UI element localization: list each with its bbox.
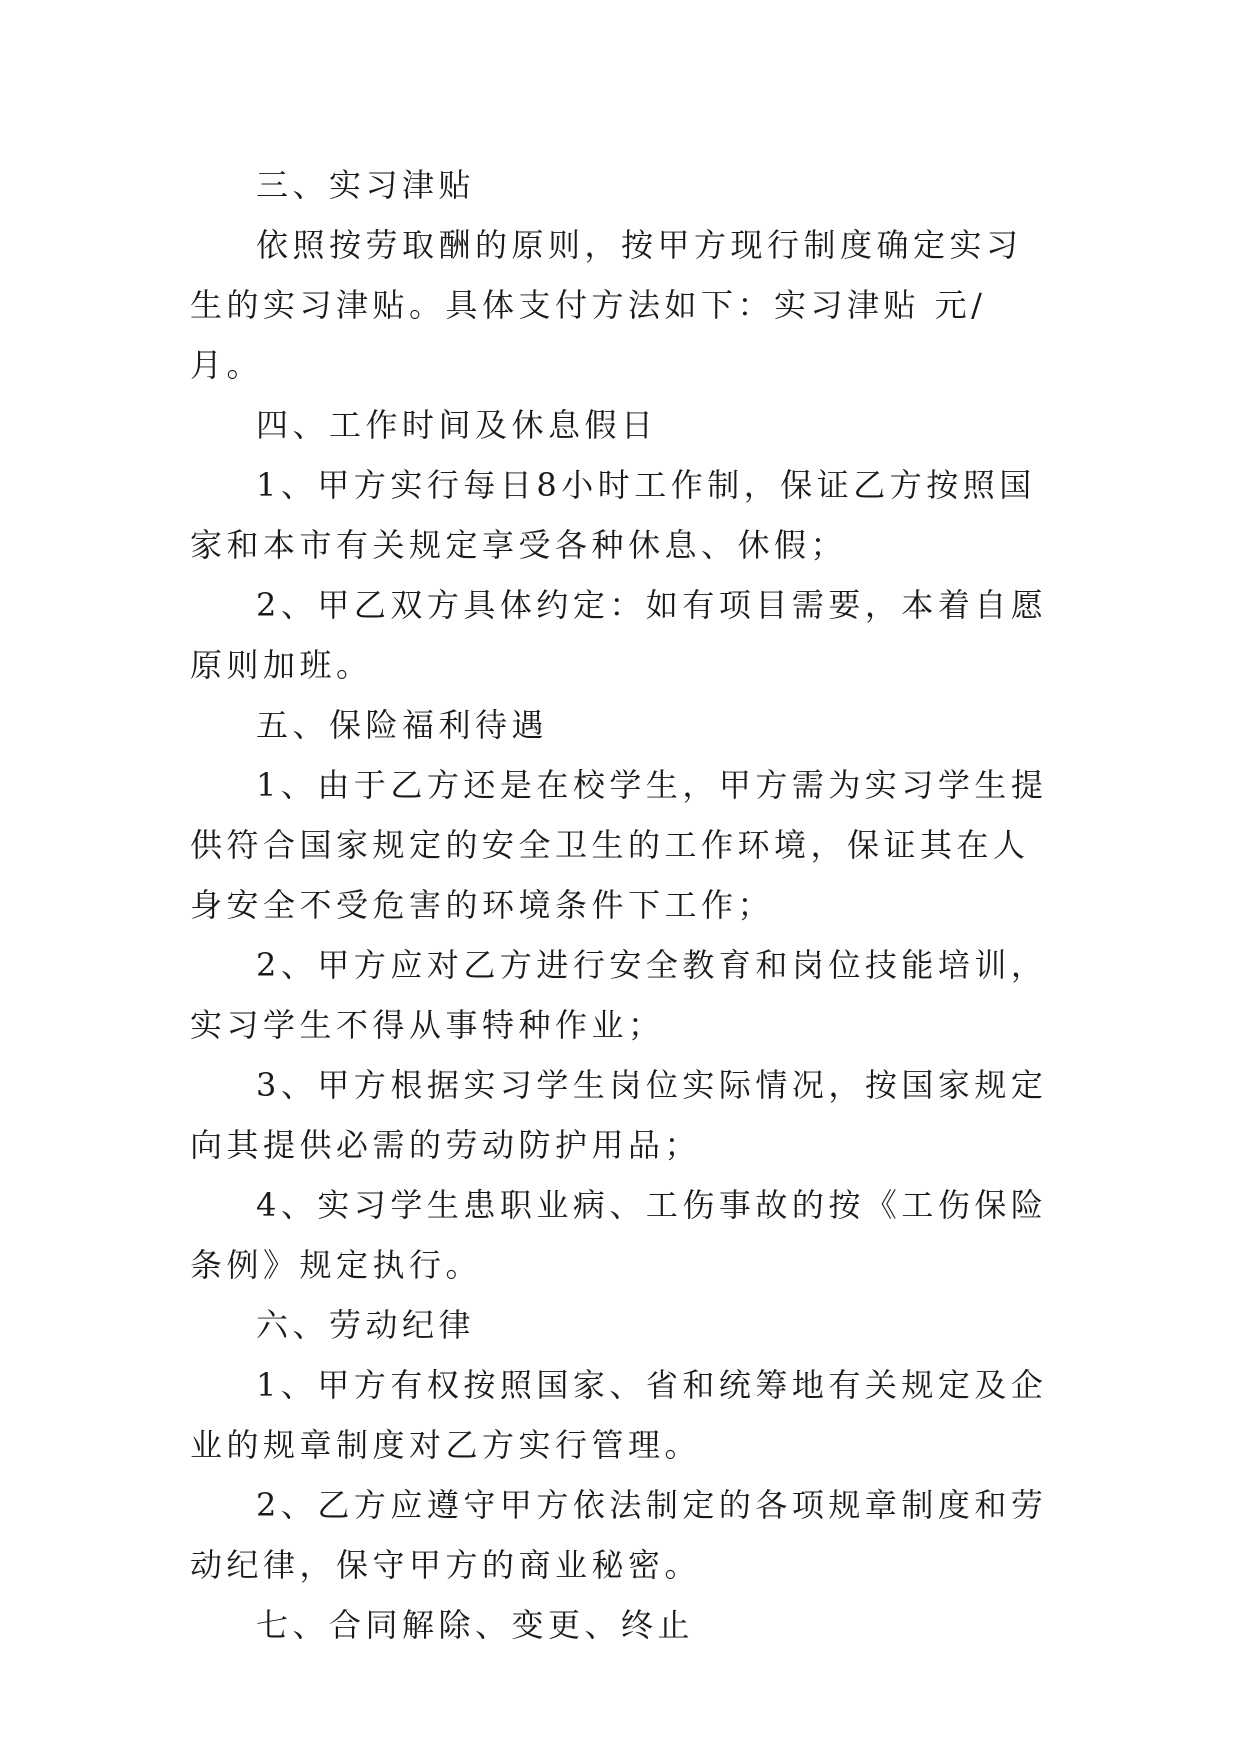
paragraph-discipline-1: 1、甲方有权按照国家、省和统筹地有关规定及企业的规章制度对乙方实行管理。 xyxy=(190,1366,1048,1464)
document-body xyxy=(190,155,1050,1655)
paragraph-allowance: 依照按劳取酬的原则，按甲方现行制度确定实习生的实习津贴。具体支付方法如下：实习津贴 元/月。 xyxy=(190,226,1023,384)
paragraph-insurance-1: 1、由于乙方还是在校学生，甲方需为实习学生提供符合国家规定的安全卫生的工作环境，保证其在人身安全不受危害的环境条件下工作； xyxy=(190,766,1048,924)
section-heading-discipline: 六、劳动纪律 xyxy=(256,1306,476,1344)
paragraph-insurance-2: 2、甲方应对乙方进行安全教育和岗位技能培训，实习学生不得从事特种作业； xyxy=(190,946,1048,1044)
paragraph-insurance-4: 4、实习学生患职业病、工伤事故的按《工伤保险条例》规定执行。 xyxy=(190,1186,1048,1284)
section-heading-allowance: 三、实习津贴 xyxy=(256,166,476,204)
paragraph-insurance-3: 3、甲方根据实习学生岗位实际情况，按国家规定向其提供必需的劳动防护用品； xyxy=(190,1066,1048,1164)
section-heading-termination: 七、合同解除、变更、终止 xyxy=(256,1606,695,1644)
paragraph-work-hours-2: 2、甲乙双方具体约定：如有项目需要，本着自愿原则加班。 xyxy=(190,586,1048,684)
paragraph-discipline-2: 2、乙方应遵守甲方依法制定的各项规章制度和劳动纪律，保守甲方的商业秘密。 xyxy=(190,1486,1048,1584)
paragraph-work-hours-1: 1、甲方实行每日8小时工作制，保证乙方按照国家和本市有关规定享受各种休息、休假； xyxy=(190,466,1036,564)
section-heading-work-hours: 四、工作时间及休息假日 xyxy=(256,406,658,444)
section-heading-insurance: 五、保险福利待遇 xyxy=(256,706,549,744)
